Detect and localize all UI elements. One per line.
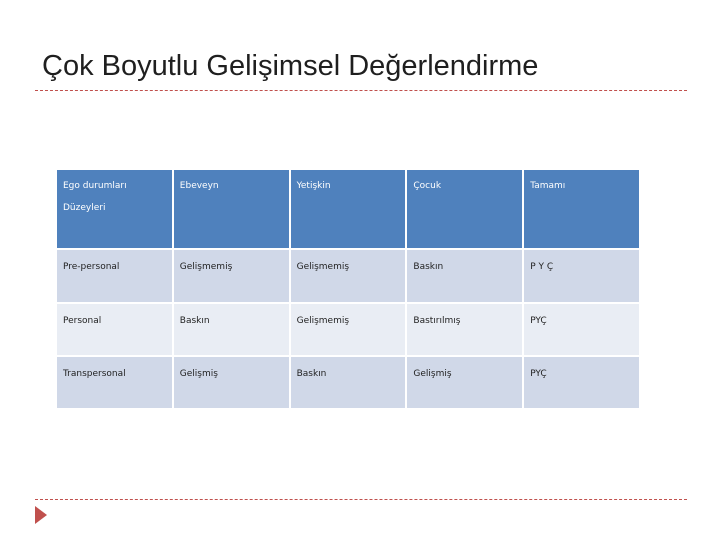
- row-label: Personal: [57, 304, 172, 355]
- table-cell: Gelişmemiş: [291, 250, 406, 302]
- header-cell-adult: Yetişkin: [291, 170, 406, 248]
- table-row: [57, 357, 639, 408]
- table-cell: P Y Ç: [524, 250, 639, 302]
- header-cell-all: Tamamı: [524, 170, 639, 248]
- header-cell-parent: Ebeveyn: [174, 170, 289, 248]
- slide-title: Çok Boyutlu Gelişimsel Değerlendirme: [42, 50, 539, 82]
- row-label: Pre-personal: [57, 250, 172, 302]
- footer-divider: [35, 499, 687, 500]
- header-cell-child: Çocuk: [407, 170, 522, 248]
- header-levels-label: Düzeyleri: [63, 203, 106, 213]
- development-table: [55, 168, 641, 410]
- table-cell: Gelişmemiş: [174, 250, 289, 302]
- table-cell: Gelişmiş: [174, 357, 289, 408]
- table-cell: Baskın: [291, 357, 406, 408]
- table-cell: PYÇ: [524, 304, 639, 355]
- table-cell: Gelişmemiş: [291, 304, 406, 355]
- row-label: Transpersonal: [57, 357, 172, 408]
- table-cell: Baskın: [174, 304, 289, 355]
- table-cell: Gelişmiş: [407, 357, 522, 408]
- table-header-row: [57, 170, 639, 248]
- table-row: [57, 304, 639, 355]
- header-cell-ego-states: [57, 170, 172, 248]
- header-ego-states-label: Ego durumları: [63, 181, 127, 191]
- table-cell: PYÇ: [524, 357, 639, 408]
- title-divider: [35, 90, 687, 91]
- table-cell: Baskın: [407, 250, 522, 302]
- table-cell: Bastırılmış: [407, 304, 522, 355]
- triangle-bullet-icon: [35, 506, 47, 524]
- table-row: [57, 250, 639, 302]
